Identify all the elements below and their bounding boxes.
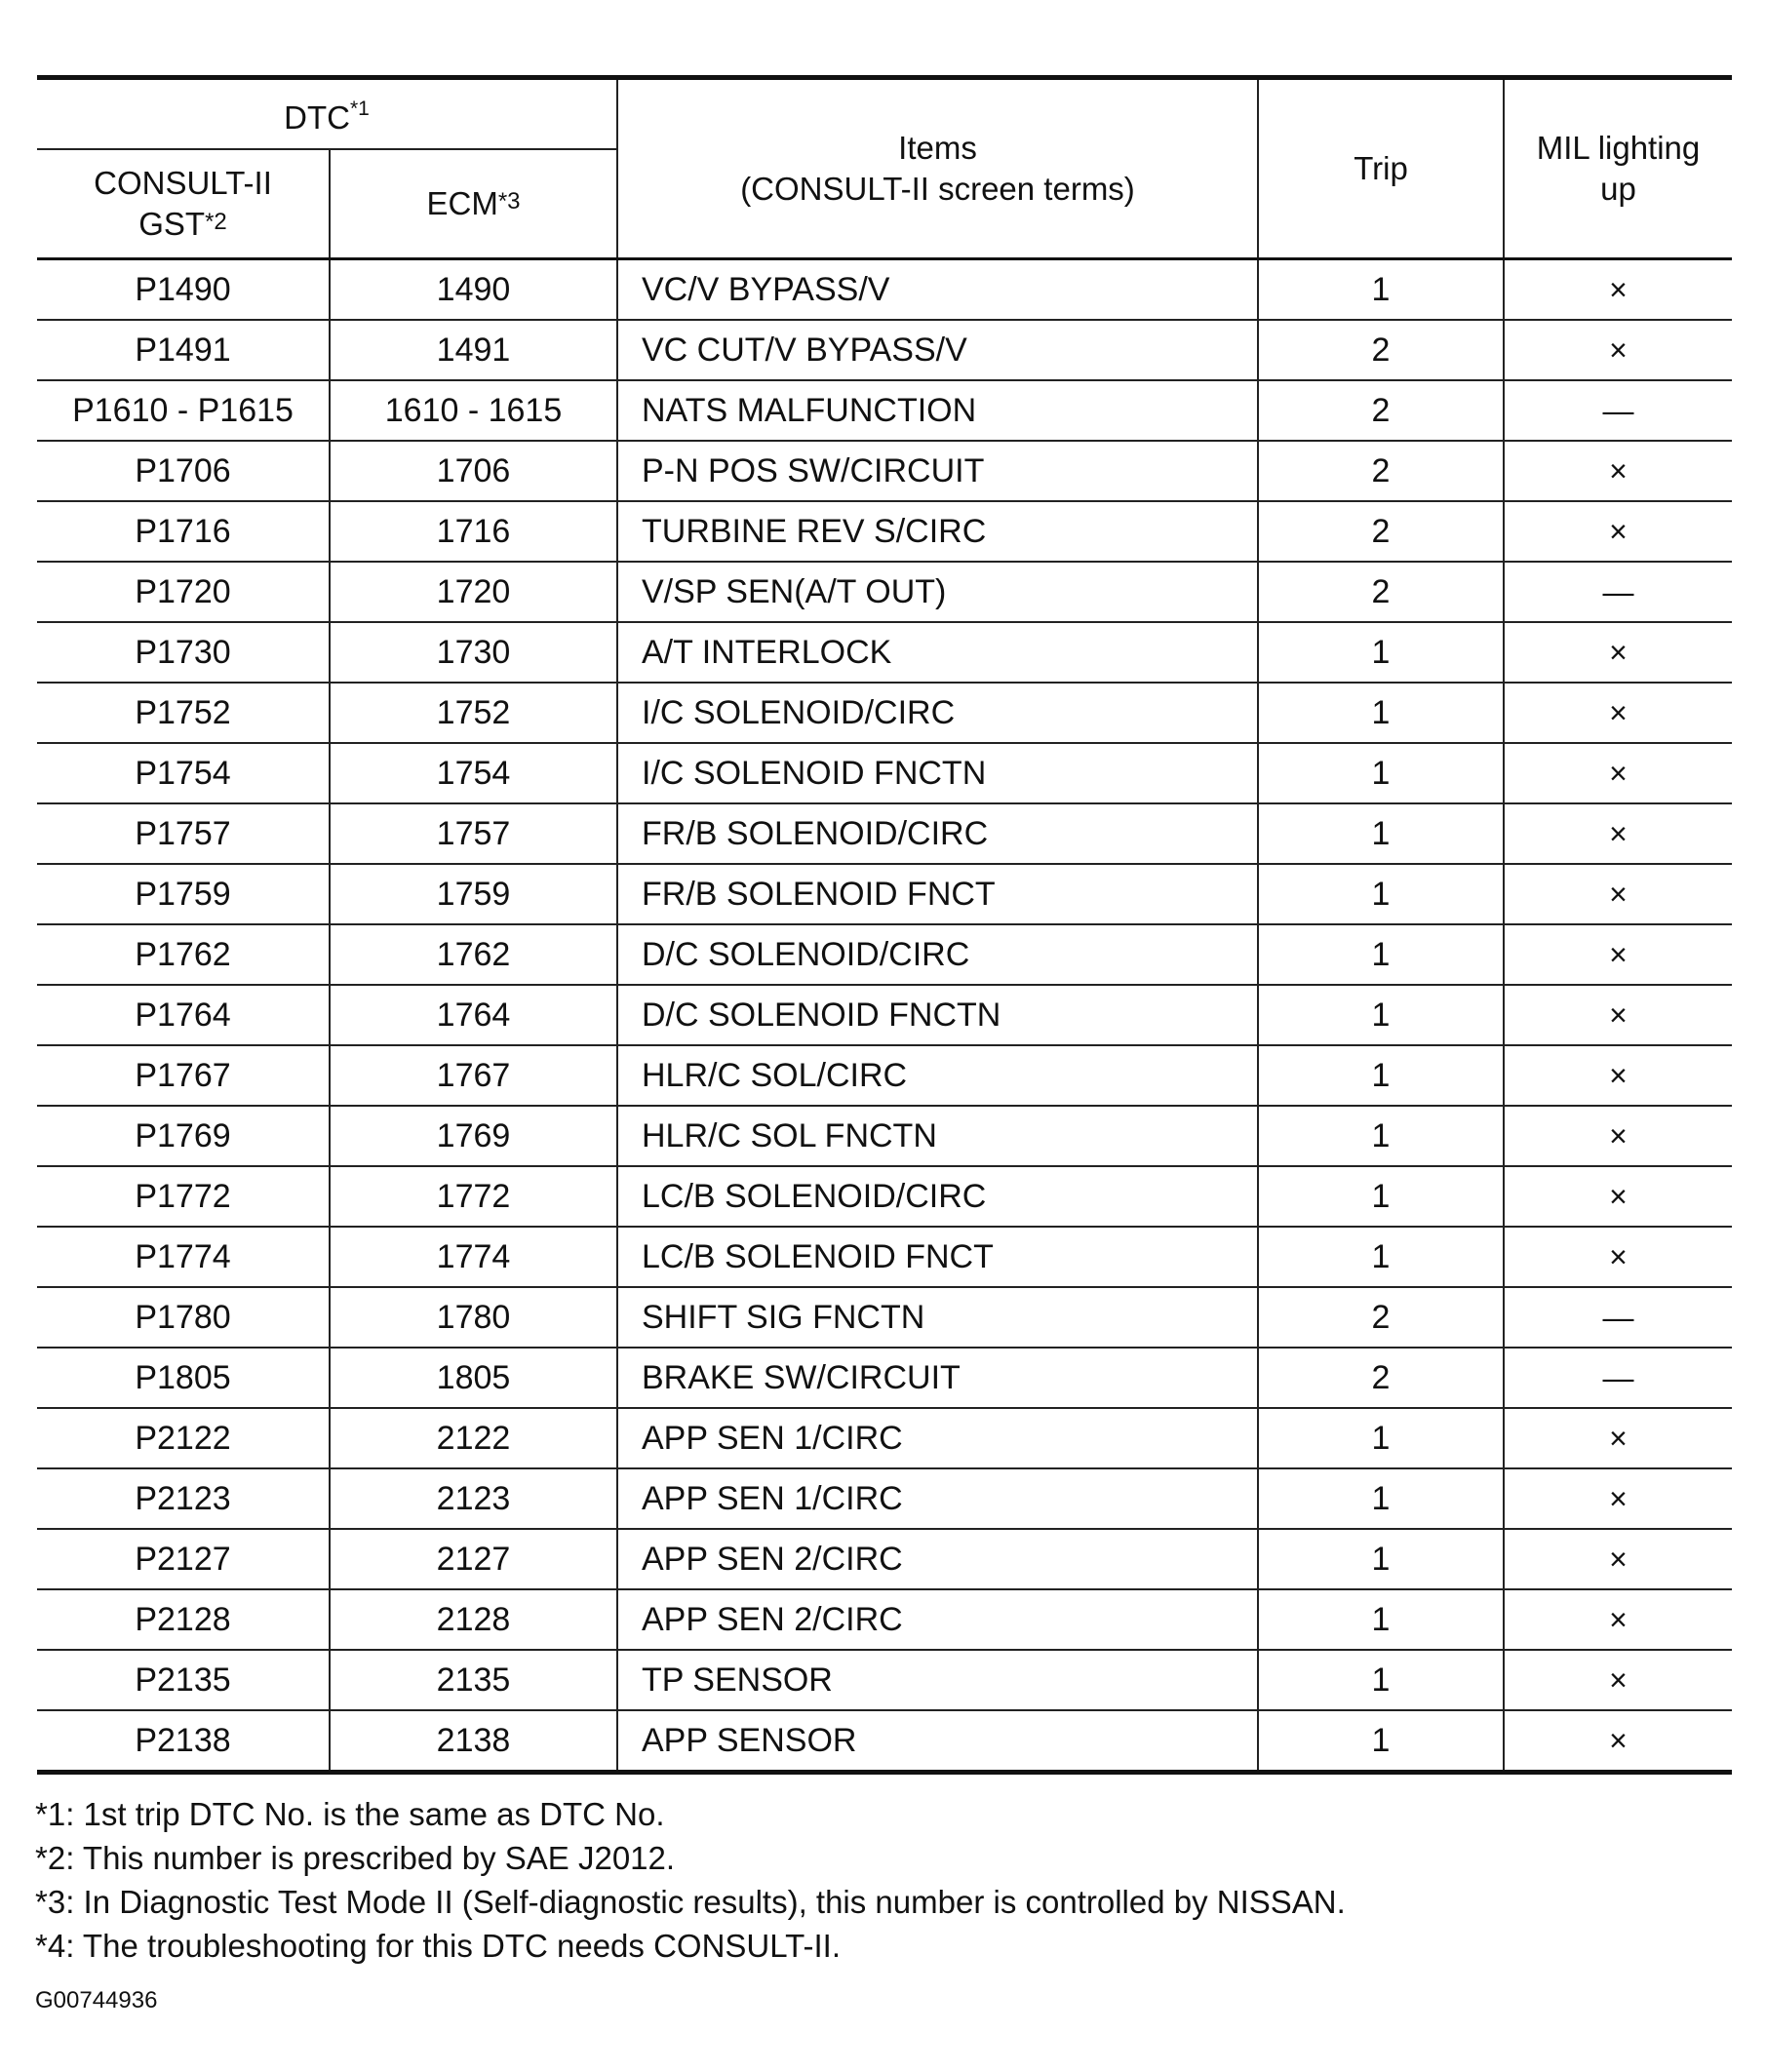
ecm-code-cell: 1491: [330, 320, 617, 380]
ecm-code-cell: 1720: [330, 562, 617, 622]
consult-code-cell: P1767: [37, 1045, 330, 1106]
mil-cell: ×: [1504, 441, 1732, 501]
consult-code-cell: P1754: [37, 743, 330, 803]
ecm-code-cell: 2123: [330, 1468, 617, 1529]
consult-code-cell: P1716: [37, 501, 330, 562]
table-row: [37, 441, 1732, 501]
mil-cell: ×: [1504, 1589, 1732, 1650]
ecm-code-cell: 1769: [330, 1106, 617, 1166]
trip-cell: 2: [1258, 1287, 1504, 1348]
trip-cell: 1: [1258, 1650, 1504, 1710]
table-row: [37, 864, 1732, 924]
consult-code-cell: P1764: [37, 985, 330, 1045]
trip-cell: 1: [1258, 1529, 1504, 1589]
mil-cell: ×: [1504, 864, 1732, 924]
mil-cell: ×: [1504, 1166, 1732, 1227]
ecm-code-cell: 1754: [330, 743, 617, 803]
consult-code-cell: P1706: [37, 441, 330, 501]
item-cell: APP SENSOR: [617, 1710, 1258, 1773]
table-row: [37, 1287, 1732, 1348]
trip-cell: 2: [1258, 501, 1504, 562]
consult-code-cell: P1491: [37, 320, 330, 380]
mil-cell: ×: [1504, 501, 1732, 562]
table-row: [37, 259, 1732, 321]
item-cell: VC CUT/V BYPASS/V: [617, 320, 1258, 380]
ecm-code-cell: 1772: [330, 1166, 617, 1227]
item-cell: TURBINE REV S/CIRC: [617, 501, 1258, 562]
consult-code-cell: P1769: [37, 1106, 330, 1166]
consult-code-cell: P2135: [37, 1650, 330, 1710]
item-cell: SHIFT SIG FNCTN: [617, 1287, 1258, 1348]
trip-cell: 2: [1258, 380, 1504, 441]
mil-cell: ×: [1504, 803, 1732, 864]
ecm-code-cell: 1762: [330, 924, 617, 985]
dtc-table: [37, 75, 1732, 1775]
item-cell: HLR/C SOL/CIRC: [617, 1045, 1258, 1106]
ecm-code-cell: 1764: [330, 985, 617, 1045]
trip-header: Trip: [1258, 78, 1504, 259]
table-row: [37, 1227, 1732, 1287]
ecm-code-cell: 2122: [330, 1408, 617, 1468]
trip-cell: 2: [1258, 320, 1504, 380]
trip-cell: 1: [1258, 924, 1504, 985]
mil-cell: —: [1504, 380, 1732, 441]
item-cell: LC/B SOLENOID FNCT: [617, 1227, 1258, 1287]
table-row: [37, 1589, 1732, 1650]
item-cell: FR/B SOLENOID FNCT: [617, 864, 1258, 924]
consult-code-cell: P1610 - P1615: [37, 380, 330, 441]
consult-code-cell: P1759: [37, 864, 330, 924]
mil-cell: ×: [1504, 320, 1732, 380]
trip-cell: 1: [1258, 1408, 1504, 1468]
item-cell: BRAKE SW/CIRCUIT: [617, 1348, 1258, 1408]
mil-cell: ×: [1504, 1650, 1732, 1710]
ecm-code-cell: 1757: [330, 803, 617, 864]
trip-cell: 1: [1258, 1710, 1504, 1773]
trip-cell: 1: [1258, 864, 1504, 924]
item-cell: APP SEN 2/CIRC: [617, 1589, 1258, 1650]
table-row: [37, 803, 1732, 864]
table-row: [37, 320, 1732, 380]
table-row: [37, 562, 1732, 622]
consult-code-cell: P1757: [37, 803, 330, 864]
item-cell: VC/V BYPASS/V: [617, 259, 1258, 321]
item-cell: V/SP SEN(A/T OUT): [617, 562, 1258, 622]
table-row: [37, 1045, 1732, 1106]
mil-cell: ×: [1504, 924, 1732, 985]
ecm-code-cell: 1780: [330, 1287, 617, 1348]
table-row: [37, 683, 1732, 743]
item-cell: APP SEN 1/CIRC: [617, 1408, 1258, 1468]
mil-cell: ×: [1504, 622, 1732, 683]
ecm-code-cell: 1730: [330, 622, 617, 683]
trip-cell: 2: [1258, 441, 1504, 501]
trip-cell: 1: [1258, 1227, 1504, 1287]
dtc-table-body: [37, 259, 1732, 1773]
mil-cell: ×: [1504, 259, 1732, 321]
ecm-code-cell: 1716: [330, 501, 617, 562]
ecm-code-cell: 1706: [330, 441, 617, 501]
ecm-code-cell: 1610 - 1615: [330, 380, 617, 441]
mil-cell: —: [1504, 1287, 1732, 1348]
footnote: *4: The troubleshooting for this DTC needs CONSULT-II.: [35, 1928, 841, 1964]
mil-cell: ×: [1504, 1045, 1732, 1106]
table-row: [37, 380, 1732, 441]
consult-code-cell: P1762: [37, 924, 330, 985]
header-row-top: [37, 78, 1732, 150]
table-row: [37, 1650, 1732, 1710]
trip-cell: 1: [1258, 743, 1504, 803]
item-cell: APP SEN 1/CIRC: [617, 1468, 1258, 1529]
table-row: [37, 1468, 1732, 1529]
table-row: [37, 985, 1732, 1045]
ecm-code-cell: 1490: [330, 259, 617, 321]
footnote: *1: 1st trip DTC No. is the same as DTC No.: [35, 1796, 665, 1832]
consult-header: CONSULT-II GST*2: [37, 149, 330, 259]
item-cell: LC/B SOLENOID/CIRC: [617, 1166, 1258, 1227]
table-row: [37, 1710, 1732, 1773]
trip-cell: 2: [1258, 1348, 1504, 1408]
table-row: [37, 501, 1732, 562]
mil-cell: ×: [1504, 1227, 1732, 1287]
consult-code-cell: P1730: [37, 622, 330, 683]
trip-cell: 1: [1258, 985, 1504, 1045]
trip-cell: 1: [1258, 1468, 1504, 1529]
trip-cell: 1: [1258, 1106, 1504, 1166]
ecm-code-cell: 2138: [330, 1710, 617, 1773]
item-cell: HLR/C SOL FNCTN: [617, 1106, 1258, 1166]
trip-cell: 1: [1258, 683, 1504, 743]
mil-cell: ×: [1504, 1106, 1732, 1166]
table-row: [37, 1166, 1732, 1227]
consult-code-cell: P1805: [37, 1348, 330, 1408]
ecm-code-cell: 1767: [330, 1045, 617, 1106]
document-id: G00744936: [35, 1987, 158, 2013]
table-row: [37, 1408, 1732, 1468]
trip-cell: 1: [1258, 622, 1504, 683]
mil-cell: —: [1504, 1348, 1732, 1408]
table-row: [37, 622, 1732, 683]
items-header: Items (CONSULT-II screen terms): [617, 78, 1258, 259]
item-cell: FR/B SOLENOID/CIRC: [617, 803, 1258, 864]
ecm-code-cell: 2127: [330, 1529, 617, 1589]
mil-cell: ×: [1504, 1468, 1732, 1529]
mil-cell: ×: [1504, 1710, 1732, 1773]
consult-code-cell: P1772: [37, 1166, 330, 1227]
mil-cell: ×: [1504, 1529, 1732, 1589]
item-cell: D/C SOLENOID FNCTN: [617, 985, 1258, 1045]
table-row: [37, 743, 1732, 803]
trip-cell: 1: [1258, 1166, 1504, 1227]
mil-header: MIL lighting up: [1504, 78, 1732, 259]
consult-code-cell: P2123: [37, 1468, 330, 1529]
trip-cell: 2: [1258, 562, 1504, 622]
item-cell: P-N POS SW/CIRCUIT: [617, 441, 1258, 501]
consult-code-cell: P1774: [37, 1227, 330, 1287]
consult-code-cell: P2127: [37, 1529, 330, 1589]
table-row: [37, 924, 1732, 985]
item-cell: D/C SOLENOID/CIRC: [617, 924, 1258, 985]
item-cell: A/T INTERLOCK: [617, 622, 1258, 683]
trip-cell: 1: [1258, 803, 1504, 864]
consult-code-cell: P1720: [37, 562, 330, 622]
footnotes: [35, 1792, 1346, 1968]
ecm-code-cell: 1774: [330, 1227, 617, 1287]
ecm-code-cell: 1805: [330, 1348, 617, 1408]
consult-code-cell: P2128: [37, 1589, 330, 1650]
mil-cell: ×: [1504, 683, 1732, 743]
ecm-code-cell: 1759: [330, 864, 617, 924]
mil-cell: ×: [1504, 743, 1732, 803]
footnote: *2: This number is prescribed by SAE J2012.: [35, 1840, 676, 1876]
item-cell: I/C SOLENOID FNCTN: [617, 743, 1258, 803]
ecm-code-cell: 2135: [330, 1650, 617, 1710]
mil-cell: ×: [1504, 985, 1732, 1045]
table-row: [37, 1348, 1732, 1408]
item-cell: TP SENSOR: [617, 1650, 1258, 1710]
item-cell: APP SEN 2/CIRC: [617, 1529, 1258, 1589]
consult-code-cell: P1752: [37, 683, 330, 743]
consult-code-cell: P2122: [37, 1408, 330, 1468]
trip-cell: 1: [1258, 259, 1504, 321]
table-row: [37, 1106, 1732, 1166]
dtc-header: DTC$^{*1}$: [37, 78, 617, 150]
consult-code-cell: P2138: [37, 1710, 330, 1773]
item-cell: NATS MALFUNCTION: [617, 380, 1258, 441]
consult-code-cell: P1780: [37, 1287, 330, 1348]
trip-cell: 1: [1258, 1589, 1504, 1650]
item-cell: I/C SOLENOID/CIRC: [617, 683, 1258, 743]
trip-cell: 1: [1258, 1045, 1504, 1106]
mil-cell: ×: [1504, 1408, 1732, 1468]
footnote: *3: In Diagnostic Test Mode II (Self-diagnostic results), this number is controlled by NISSAN.: [35, 1884, 1346, 1920]
mil-cell: —: [1504, 562, 1732, 622]
ecm-header: ECM*3: [330, 149, 617, 259]
table-row: [37, 1529, 1732, 1589]
ecm-code-cell: 2128: [330, 1589, 617, 1650]
ecm-code-cell: 1752: [330, 683, 617, 743]
consult-code-cell: P1490: [37, 259, 330, 321]
